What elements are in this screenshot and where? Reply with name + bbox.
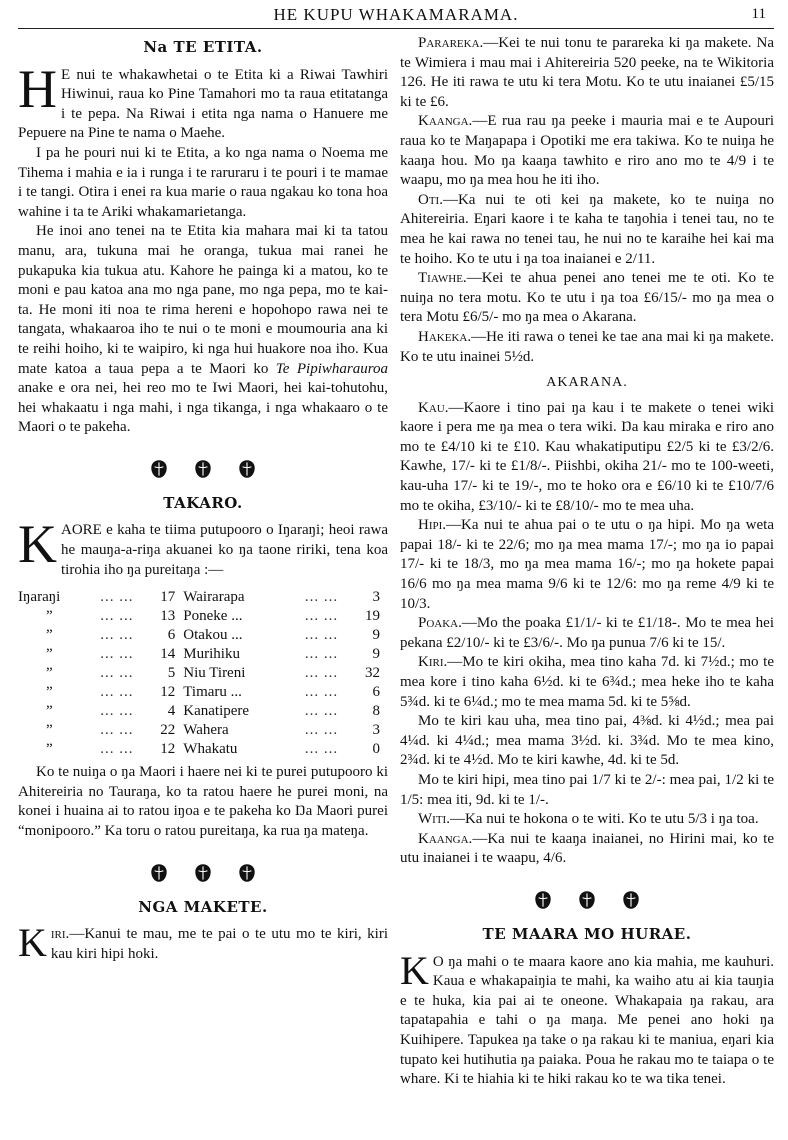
team-right: Niu Tireni <box>183 665 246 682</box>
flower-ornament-icon <box>192 862 214 884</box>
score-left: 6 <box>167 627 176 644</box>
score-row <box>18 607 388 626</box>
market-item <box>400 269 774 328</box>
item-text: —Kei te nui tonu te parareka ki ŋa makete. Na te Wimiera i mau mai i Ahitereiria 520 peeke, na te Wikitoria 126. He iti rawa te utu ki tera Motu. Ko te utu inaianei £5/15 ki te £6. <box>400 35 774 110</box>
market-item <box>400 34 774 112</box>
item-label: Kau. <box>418 399 449 416</box>
score-left: 5 <box>167 665 176 682</box>
item-text: —Ka nui te oti kei ŋa makete, ko te nuiŋa no Ahitereiria. Eŋari kaore i te kaha te taŋohia i tenei tau, no te mea he kai rawa no tenei tau, he nui no te karaihe hei kai ma te hoiho. Ko te utu i ŋa toa inaianei e 2/11. <box>400 191 774 267</box>
item-label: Poaka. <box>418 615 462 632</box>
team-left: ” <box>46 684 53 701</box>
drop-cap: K <box>18 514 57 575</box>
score-left: 4 <box>167 703 176 720</box>
flower-ornament-icon <box>620 889 642 911</box>
dots: ... ... <box>304 741 339 758</box>
paper-name: Te Pipiwharauroa <box>275 360 388 377</box>
market-item <box>400 191 774 269</box>
score-right: 9 <box>372 646 380 663</box>
team-left: ” <box>46 665 53 682</box>
score-right: 3 <box>372 589 380 606</box>
running-title: HE KUPU WHAKAMARAMA. <box>273 5 519 24</box>
market-items <box>400 34 774 367</box>
team-right: Wahera <box>183 722 229 739</box>
dots: ... ... <box>304 589 339 606</box>
paragraph-text: anake e ora nei, hei reo mo te Iwi Maori, hei kai-tohutohu, hei whakaatu i nga mahi, i nga tikanga, i nga whakaaro o te Maori o te pakeha. <box>18 380 388 436</box>
score-row <box>18 588 388 607</box>
score-row <box>18 664 388 683</box>
dots: ... ... <box>304 703 339 720</box>
team-left: ” <box>46 627 53 644</box>
scores-table <box>18 588 388 759</box>
markets-section <box>18 898 388 965</box>
flower-ornament-icon <box>532 889 554 911</box>
market-item <box>400 614 774 653</box>
dots: ... ... <box>304 665 339 682</box>
paragraph-text: O ŋa mahi o te maara kaore ano kia mahia, me kauhuri. Kaua e whakapaiŋia te mahi, ka waiho atu ai kia tauŋia e te huka, kia pai ai te oneone. Whakapaia ŋa rakau, ara tapatapahia e tahi o ŋa maŋa. Me penei ano hoki ŋa Kuihipere. Tapukea ŋa take o ŋa rakau ki te maniua, eŋari kia tupato kei hutihutia ŋa paiaka. Poua he rakau mo te taiapa o te whare. Ki te hiahia ki te hiki rakau ko te wa tika tenei. <box>400 953 774 1088</box>
market-item <box>400 328 774 367</box>
score-row <box>18 702 388 721</box>
dots: ... ... <box>100 703 134 720</box>
akarana-heading: AKARANA. <box>546 375 628 391</box>
score-right: 8 <box>372 703 380 720</box>
market-item <box>400 771 774 810</box>
paragraph-text: E nui te whakawhetai o te Etita ki a Riwai Tawhiri Hiwinui, raua ko Pine Tamahori mo ta raua etitatanga i te pepa. Na Riwai i etita nga nama o Hanuere me Pepuere na Pine te nama o Maehe. <box>18 66 388 142</box>
market-item <box>400 516 774 614</box>
score-row <box>18 683 388 702</box>
market-item <box>400 399 774 517</box>
dots: ... ... <box>304 646 339 663</box>
drop-cap: K <box>18 920 47 966</box>
market-item <box>400 653 774 712</box>
drop-cap: K <box>400 947 429 993</box>
item-text: Mo te kiri kau uha, mea tino pai, 4⅜d. ki 4½d.; mea pai 4¼d. ki 4¼d.; mea mama 3½d. ki. 3¾d. Mo te mea kino, 2¾d. ki te 4½d. Mo te kiri kawhe, 4d. ki te 5d. <box>400 713 774 769</box>
score-row <box>18 645 388 664</box>
team-left: ” <box>46 741 53 758</box>
score-right: 32 <box>365 665 380 682</box>
dots: ... ... <box>100 646 134 663</box>
editor-heading: Na TE ETITA. <box>143 38 263 56</box>
editor-paragraph <box>18 58 388 144</box>
dots: ... ... <box>304 684 339 701</box>
item-label: iri. <box>50 926 70 943</box>
dots: ... ... <box>100 722 134 739</box>
item-label: Hakeka. <box>418 328 472 345</box>
garden-paragraph <box>400 947 774 1090</box>
item-label: Witi. <box>418 811 450 828</box>
flower-ornament-icon <box>148 458 170 480</box>
left-column <box>18 34 388 964</box>
score-row <box>18 740 388 759</box>
team-right: Murihiku <box>183 646 240 663</box>
item-label: Tiawhe. <box>418 270 467 287</box>
drop-cap: H <box>18 58 57 119</box>
ornament-row <box>18 458 388 480</box>
paragraph-text: He inoi ano tenei na te Etita kia mahara mai ki ta tatou manu, ara, tukuna mai he oranga, tukua mai ranei he pukapuka kia tukua atu. Kahore he painga ki a matou, ko te moni e pau katoa ana mo nga pane, mo nga pepa, mo te kai-ta. He moni iti noa te rima hereni e hopohopo rawa nei te tangata, whakaaroa iho te nui o te moni e moumouria ana ki te reihi hoiho, ki te waipiro, ki nga hui huakore noa iho. Kua mate katoa a taua pepa a te Maori ko <box>18 223 388 377</box>
editor-paragraph: I pa he pouri nui ki te Etita, a ko nga nama o Noema me Tihema i mahia e ia i runga i te raruraru i te pouri i te mamae i te tangi. Otira i enei ra kua marie o raua ngakau ko tona hoa wahine i ta te Ariki whakamarietanga. <box>18 144 388 220</box>
flower-ornament-icon <box>148 862 170 884</box>
dots: ... ... <box>304 627 339 644</box>
market-item <box>400 712 774 771</box>
item-text: —Ka nui te ahua pai o te utu o ŋa hipi. Mo ŋa weta papai 18/- ki te 22/6; mo ŋa mea mama 17/-; mo ŋa io papai 17/- ki te 18/3, mo ŋa mea mama 16/-; mo ŋa hokete papai 16/6 mo ŋa mea mama 9/6 ki te 12/6: mo ŋa reme 4/9 ki te 10/3. <box>400 517 774 612</box>
item-text: —E rua rau ŋa peeke i mauria mai e te Aupouri raua ko te Maŋapapa i Opotiki me era takiwa. Ko te nuiŋa he kaaŋa hou. Mo ŋa kaaŋa tawhito e riro ano mo te 4/9 i te waapu, mo ŋa mea hou he iti iho. <box>400 113 774 189</box>
score-left: 14 <box>160 646 176 663</box>
dots: ... ... <box>304 722 339 739</box>
item-text: —Kaore i tino pai ŋa kau i te makete o tenei wiki kaore i pera me ŋa mea o tera wiki. Ŋa kau miraka e riro ano mo te £4/10 ki te £10. Kau whakatiputipu £2/5 ki te £3/2/6. Kawhe, 17/- ki te £1/8/-. Piishbi, okiha 21/- mo te 100-weeti, kau-uha 17/- ki te 19/-, mo te hoko ora e £6/10 ki te £10/7/6 mo te okiha, £3/10/- ki te £8/10/- mo te mea uha. <box>400 399 774 514</box>
item-text: —Kei te ahua penei ano tenei me te oti. Ko te nuiŋa no tera motu. Ko te utu i ŋa toa £6/15/- mo ŋa mea o tera Motu £6/5/- mo ŋa mea o Akarana. <box>400 270 774 326</box>
flower-ornament-icon <box>192 458 214 480</box>
flower-ornament-icon <box>236 862 258 884</box>
page-header <box>18 2 774 29</box>
score-right: 9 <box>372 627 380 644</box>
team-left: ” <box>46 608 53 625</box>
market-item <box>400 830 774 869</box>
team-right: Whakatu <box>183 741 238 758</box>
page-number: 11 <box>751 6 766 22</box>
editor-paragraph <box>18 222 388 438</box>
garden-section <box>400 925 774 1090</box>
dots: ... ... <box>100 665 134 682</box>
item-label: Kaanga. <box>418 830 473 847</box>
item-label: Hipi. <box>418 517 447 534</box>
item-text: —Mo te kiri okiha, mea tino kaha 7d. ki 7½d.; mo te mea kore i tino kaha 6½d. ki te 6¾d.; mea heke iho te kaha 5¾d. ki te 6¼d.; mo te mea mama 5d. ki te 5⅝d. <box>400 654 774 710</box>
team-right: Timaru ... <box>183 684 242 701</box>
score-row <box>18 721 388 740</box>
score-left: 12 <box>160 741 176 758</box>
dots: ... ... <box>100 589 134 606</box>
ornament-row <box>400 889 774 911</box>
item-label: Kiri. <box>418 654 448 671</box>
takaro-heading: TAKARO. <box>163 493 243 512</box>
garden-heading: TE MAARA MO HURAE. <box>482 924 692 943</box>
score-left: 12 <box>160 684 176 701</box>
takaro-section <box>18 494 388 842</box>
team-right: Kanatipere <box>183 703 250 720</box>
item-text: —Kanui te mau, me te pai o te utu mo te kiri, kiri kau kiri hipi hoki. <box>50 926 388 962</box>
dots: ... ... <box>304 608 339 625</box>
score-left: 22 <box>160 722 176 739</box>
market-item <box>400 810 774 830</box>
item-text: —He iti rawa o tenei ke tae ana mai ki ŋa makete. Ko te utu inainei 5½d. <box>400 328 774 365</box>
score-right: 19 <box>365 608 380 625</box>
item-label: Kaanga. <box>418 113 473 130</box>
dots: ... ... <box>100 608 134 625</box>
score-right: 0 <box>372 741 380 758</box>
market-item <box>400 112 774 190</box>
team-right: Poneke ... <box>183 608 243 625</box>
score-left: 17 <box>160 589 176 606</box>
flower-ornament-icon <box>576 889 598 911</box>
flower-ornament-icon <box>236 458 258 480</box>
item-text: Mo te kiri hipi, mea tino pai 1/7 ki te 2/-: mea pai, 1/2 ki te 1/5: mea iti, 9d. ki te 1/-. <box>400 771 774 808</box>
team-left: ” <box>46 646 53 663</box>
score-left: 13 <box>160 608 176 625</box>
editor-note <box>18 38 388 438</box>
markets-heading: NGA MAKETE. <box>138 897 268 916</box>
team-left: Iŋaraŋi <box>18 589 61 606</box>
market-item-kiri <box>18 920 388 966</box>
takaro-intro <box>18 514 388 580</box>
item-text: —Ka nui te kaaŋa inaianei, no Hirini mai, ko te utu inaianei i te waapu, 4/6. <box>400 830 774 867</box>
ornament-row <box>18 862 388 884</box>
team-right: Wairarapa <box>183 589 245 606</box>
item-label: Oti. <box>418 191 443 208</box>
dots: ... ... <box>100 684 134 701</box>
team-left: ” <box>46 703 53 720</box>
dots: ... ... <box>100 741 134 758</box>
team-right: Otakou ... <box>183 627 243 644</box>
paragraph-text: AORE e kaha te tiima putupooro o Iŋaraŋi; heoi rawa he mauŋa-a-riŋa akuanei ko ŋa taone ririki, tena koa tirohia iho ŋa pureitaŋa :— <box>61 522 388 578</box>
right-column <box>400 34 774 1090</box>
item-label: Parareka. <box>418 35 484 51</box>
team-left: ” <box>46 722 53 739</box>
item-text: —Mo the poaka £1/1/- ki te £1/18-. Mo te mea hei pekana £2/10/- ki te £3/6/-. Mo ŋa punua 7/6 ki te 15/. <box>400 615 774 651</box>
score-right: 6 <box>372 684 380 701</box>
score-row <box>18 626 388 645</box>
akarana-items <box>400 399 774 869</box>
item-text: —Ka nui te hokona o te witi. Ko te utu 5/3 i ŋa toa. <box>449 811 759 828</box>
score-right: 3 <box>372 722 380 739</box>
takaro-outro: Ko te nuiŋa o ŋa Maori i haere nei ki te purei putupooro ki Ahitereiria no Tauraŋa, ko ta ratou haere he purei moni, na konei i huaina ai to ratou iŋoa e te pakeha ko Ŋa Maori purei “monipooro.” Ka toru o ratou pureitaŋa, ka rua ŋa mateŋa. <box>18 764 388 840</box>
dots: ... ... <box>100 627 134 644</box>
